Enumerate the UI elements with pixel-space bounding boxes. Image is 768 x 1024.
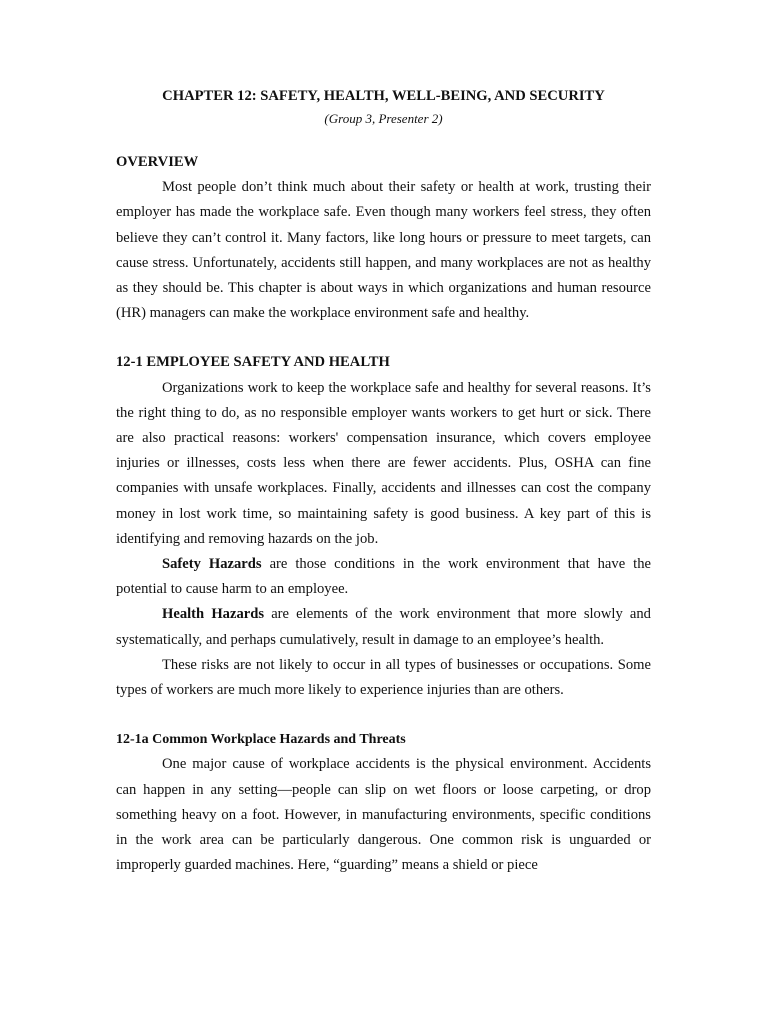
health-hazards-term: Health Hazards (162, 606, 265, 623)
section-12-1-paragraph: Organizations work to keep the workplace safe and healthy for several reasons. It’s the right thing to do, as no responsible employer wants workers to get hurt or sick. There are also practical reasons: workers' compensation insurance, which covers employee injuries or illnesses, costs less when there are fewer accidents. Plus, OSHA can fine companies with unsafe workplaces. Finally, accidents and illnesses can cost the company money in lost work time, so maintaining safety is good business. A key part of this is identifying and removing hazards on the job. (116, 379, 651, 547)
section-12-1-heading: 12-1 EMPLOYEE SAFETY AND HEALTH (116, 354, 390, 371)
risk-occurrence-paragraph: These risks are not likely to occur in all types of businesses or occupations. Some types of workers are much more likely to experience injuries than are others. (116, 656, 651, 699)
page-content (116, 82, 651, 878)
health-hazards-definition: are elements of the work environment that more slowly and systematically, and perhaps cumulatively, result in damage to an employee’s health. (116, 606, 651, 648)
safety-hazards-term: Safety Hazards (162, 556, 262, 573)
safety-hazards-paragraph (116, 552, 651, 602)
section-12-1a-paragraph: One major cause of workplace accidents is the physical environment. Accidents can happen in any setting—people can slip on wet floors or loose carpeting, or drop something heavy on a foot. However, in manufacturing environments, specific conditions in the work area can be particularly dangerous. One common risk is unguarded or improperly guarded machines. Here, “guarding” means a shield or piece (116, 756, 651, 874)
section-12-1a-heading: 12-1a Common Workplace Hazards and Threats (116, 732, 406, 748)
chapter-title: CHAPTER 12: SAFETY, HEALTH, WELL-BEING, AND SECURITY (162, 88, 605, 104)
health-hazards-paragraph (116, 602, 651, 652)
overview-heading: OVERVIEW (116, 154, 199, 170)
safety-hazards-definition: are those conditions in the work environment that have the potential to cause harm to an employee. (116, 556, 651, 598)
overview-paragraph: Most people don’t think much about their safety or health at work, trusting their employer has made the workplace safe. Even though many workers feel stress, they often believe they can’t control it. Many factors, like long hours or pressure to meet targets, can cause stress. Unfortunately, accidents still happen, and many workplaces are not as healthy as they should be. This chapter is about ways in which organizations and human resource (HR) managers can make the workplace environment safe and healthy. (116, 179, 651, 322)
chapter-subtitle: (Group 3, Presenter 2) (324, 111, 443, 126)
